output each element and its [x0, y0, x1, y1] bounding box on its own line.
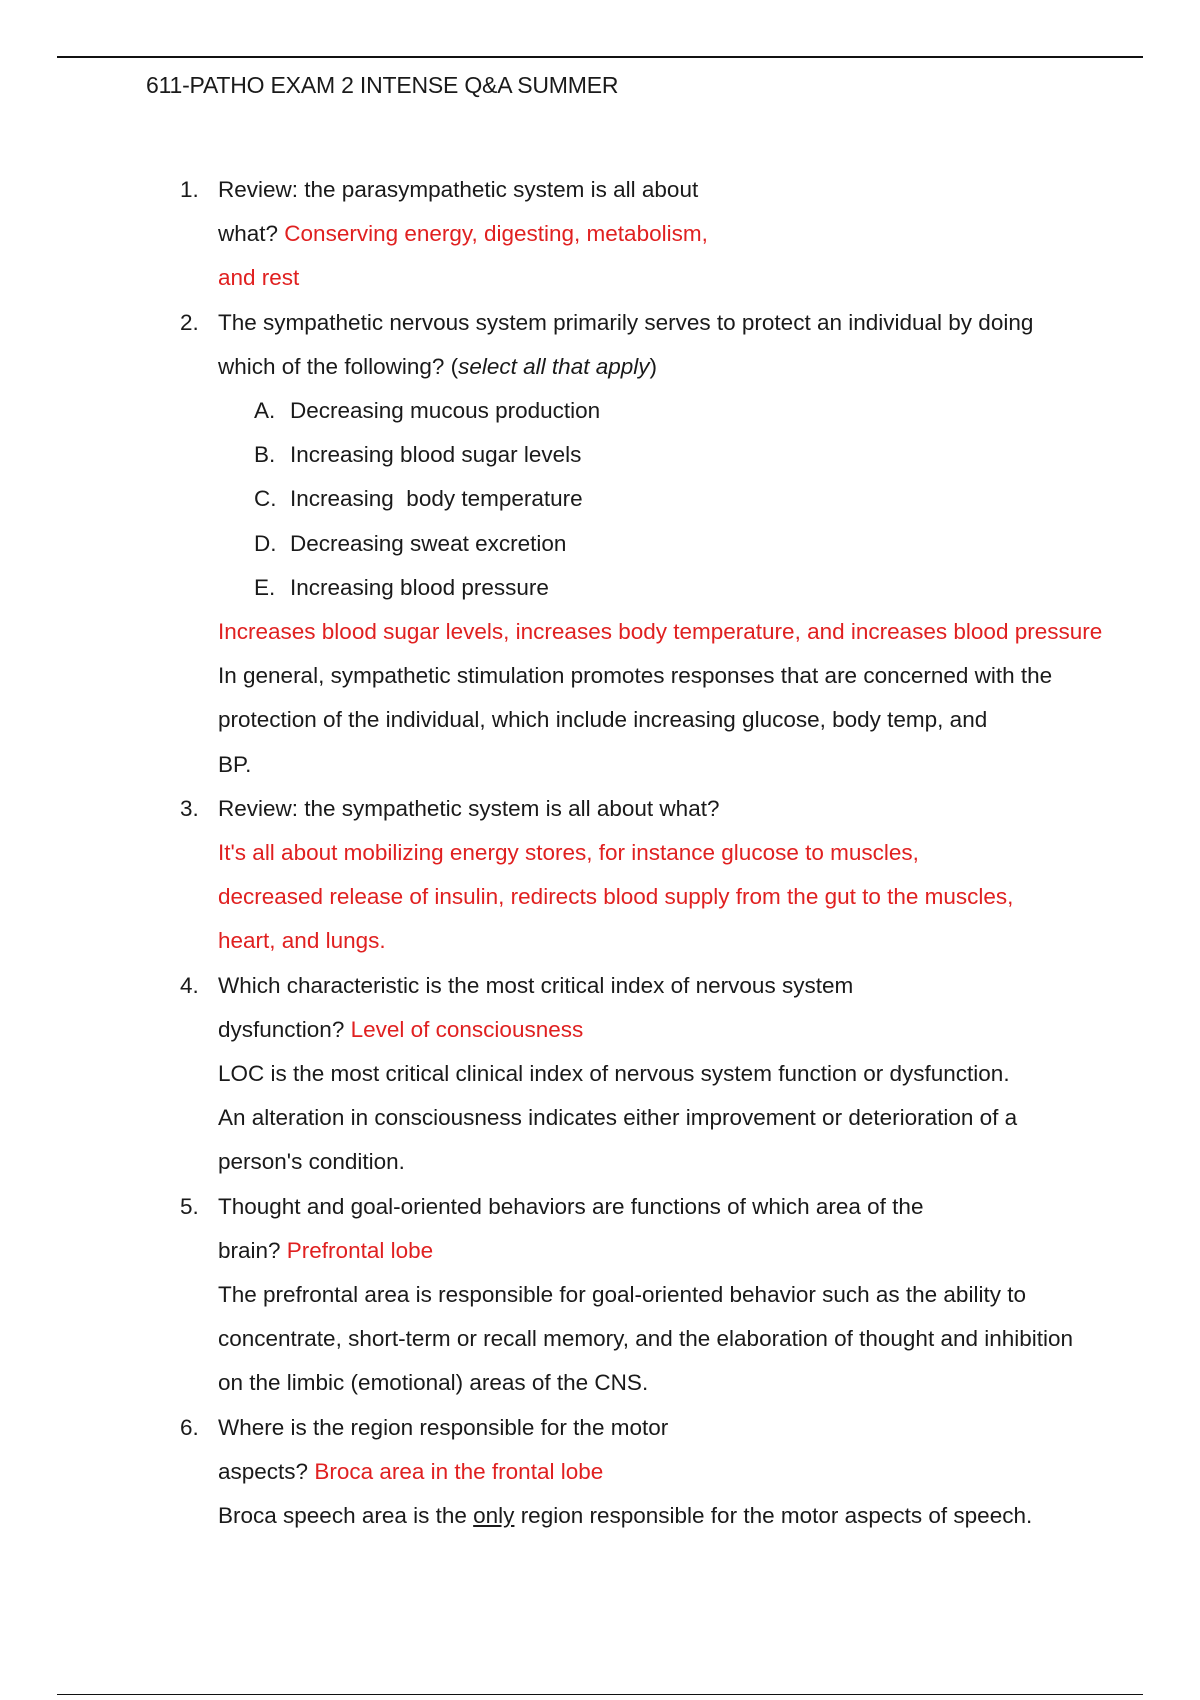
answer-text: Conserving energy, digesting, metabolism, [284, 221, 708, 247]
option-c [254, 477, 1102, 521]
explanation-text: protection of the individual, which include increasing glucose, body temp, and [218, 707, 988, 733]
question-number: 3. [180, 795, 199, 821]
option-letter: A. [254, 398, 276, 424]
explanation-text: BP. [218, 751, 252, 777]
question-instruction: select all that apply [458, 353, 650, 379]
question-5 [180, 1185, 1100, 1406]
question-number: 6. [180, 1414, 199, 1440]
explanation-text: region responsible for the motor aspects of speech. [514, 1503, 1033, 1529]
question-number: 5. [180, 1193, 199, 1219]
question-text: ) [649, 353, 658, 379]
question-text: Where is the region responsible for the motor [218, 1414, 669, 1440]
question-text: The sympathetic nervous system primarily serves to protect an individual by doing [218, 309, 1034, 335]
question-text: Review: the sympathetic system is all about what? [218, 795, 720, 821]
explanation-text: concentrate, short-term or recall memory, and the elaboration of thought and inhibition [218, 1326, 1074, 1352]
bottom-rule [57, 1694, 1143, 1695]
explanation-text: The prefrontal area is responsible for goal-oriented behavior such as the ability to [218, 1282, 1026, 1308]
question-text: which of the following? ( [218, 353, 459, 379]
answer-text: Level of consciousness [350, 1016, 584, 1042]
question-6 [180, 1406, 1100, 1539]
explanation-text: person's condition. [218, 1149, 405, 1175]
question-number: 2. [180, 309, 199, 335]
question-text: brain? [218, 1237, 287, 1263]
option-e [254, 566, 1102, 610]
document-title: 611-PATHO EXAM 2 INTENSE Q&A SUMMER [146, 72, 619, 98]
answer-text: Prefrontal lobe [286, 1237, 434, 1263]
option-text: Decreasing sweat excretion [290, 530, 567, 556]
question-text: Which characteristic is the most critical index of nervous system [218, 972, 854, 998]
option-text: Increasing blood sugar levels [290, 442, 582, 468]
option-text: Increasing blood pressure [290, 574, 549, 600]
option-list [254, 389, 1102, 610]
option-letter: D. [254, 530, 277, 556]
top-rule [57, 56, 1143, 58]
option-b [254, 433, 1102, 477]
option-text: Increasing body temperature [290, 486, 583, 512]
option-letter: B. [254, 442, 276, 468]
question-text: what? [218, 221, 285, 247]
question-list [180, 168, 1103, 1538]
question-number: 4. [180, 972, 199, 998]
answer-text: Increases blood sugar levels, increases body temperature, and increases blood pressure [218, 619, 1103, 645]
answer-text: It's all about mobilizing energy stores, for instance glucose to muscles, [218, 840, 919, 866]
question-text: dysfunction? [218, 1016, 351, 1042]
explanation-text: LOC is the most critical clinical index of nervous system function or dysfunction. [218, 1061, 1010, 1087]
answer-text: and rest [218, 265, 300, 291]
explanation-text: An alteration in consciousness indicates either improvement or deterioration of a [218, 1105, 1018, 1131]
option-letter: E. [254, 574, 276, 600]
question-3 [180, 787, 1100, 964]
question-1 [180, 168, 1100, 301]
question-number: 1. [180, 177, 199, 202]
explanation-text: Broca speech area is the [218, 1503, 474, 1529]
question-text: aspects? [218, 1458, 315, 1484]
answer-text: Broca area in the frontal lobe [314, 1458, 604, 1484]
explanation-text: on the limbic (emotional) areas of the CNS. [218, 1370, 649, 1396]
emphasis-text: only [473, 1503, 515, 1529]
question-2 [180, 301, 1103, 787]
option-text: Decreasing mucous production [290, 398, 601, 424]
answer-text: decreased release of insulin, redirects blood supply from the gut to the muscles, [218, 884, 1014, 910]
option-d [254, 522, 1102, 566]
option-a [254, 389, 1102, 433]
option-letter: C. [254, 486, 277, 512]
explanation-text: In general, sympathetic stimulation promotes responses that are concerned with the [218, 663, 1053, 689]
question-4 [180, 964, 1100, 1185]
answer-text: heart, and lungs. [218, 928, 386, 954]
question-text: Review: the parasympathetic system is all about [218, 177, 699, 202]
question-text: Thought and goal-oriented behaviors are functions of which area of the [218, 1193, 924, 1219]
